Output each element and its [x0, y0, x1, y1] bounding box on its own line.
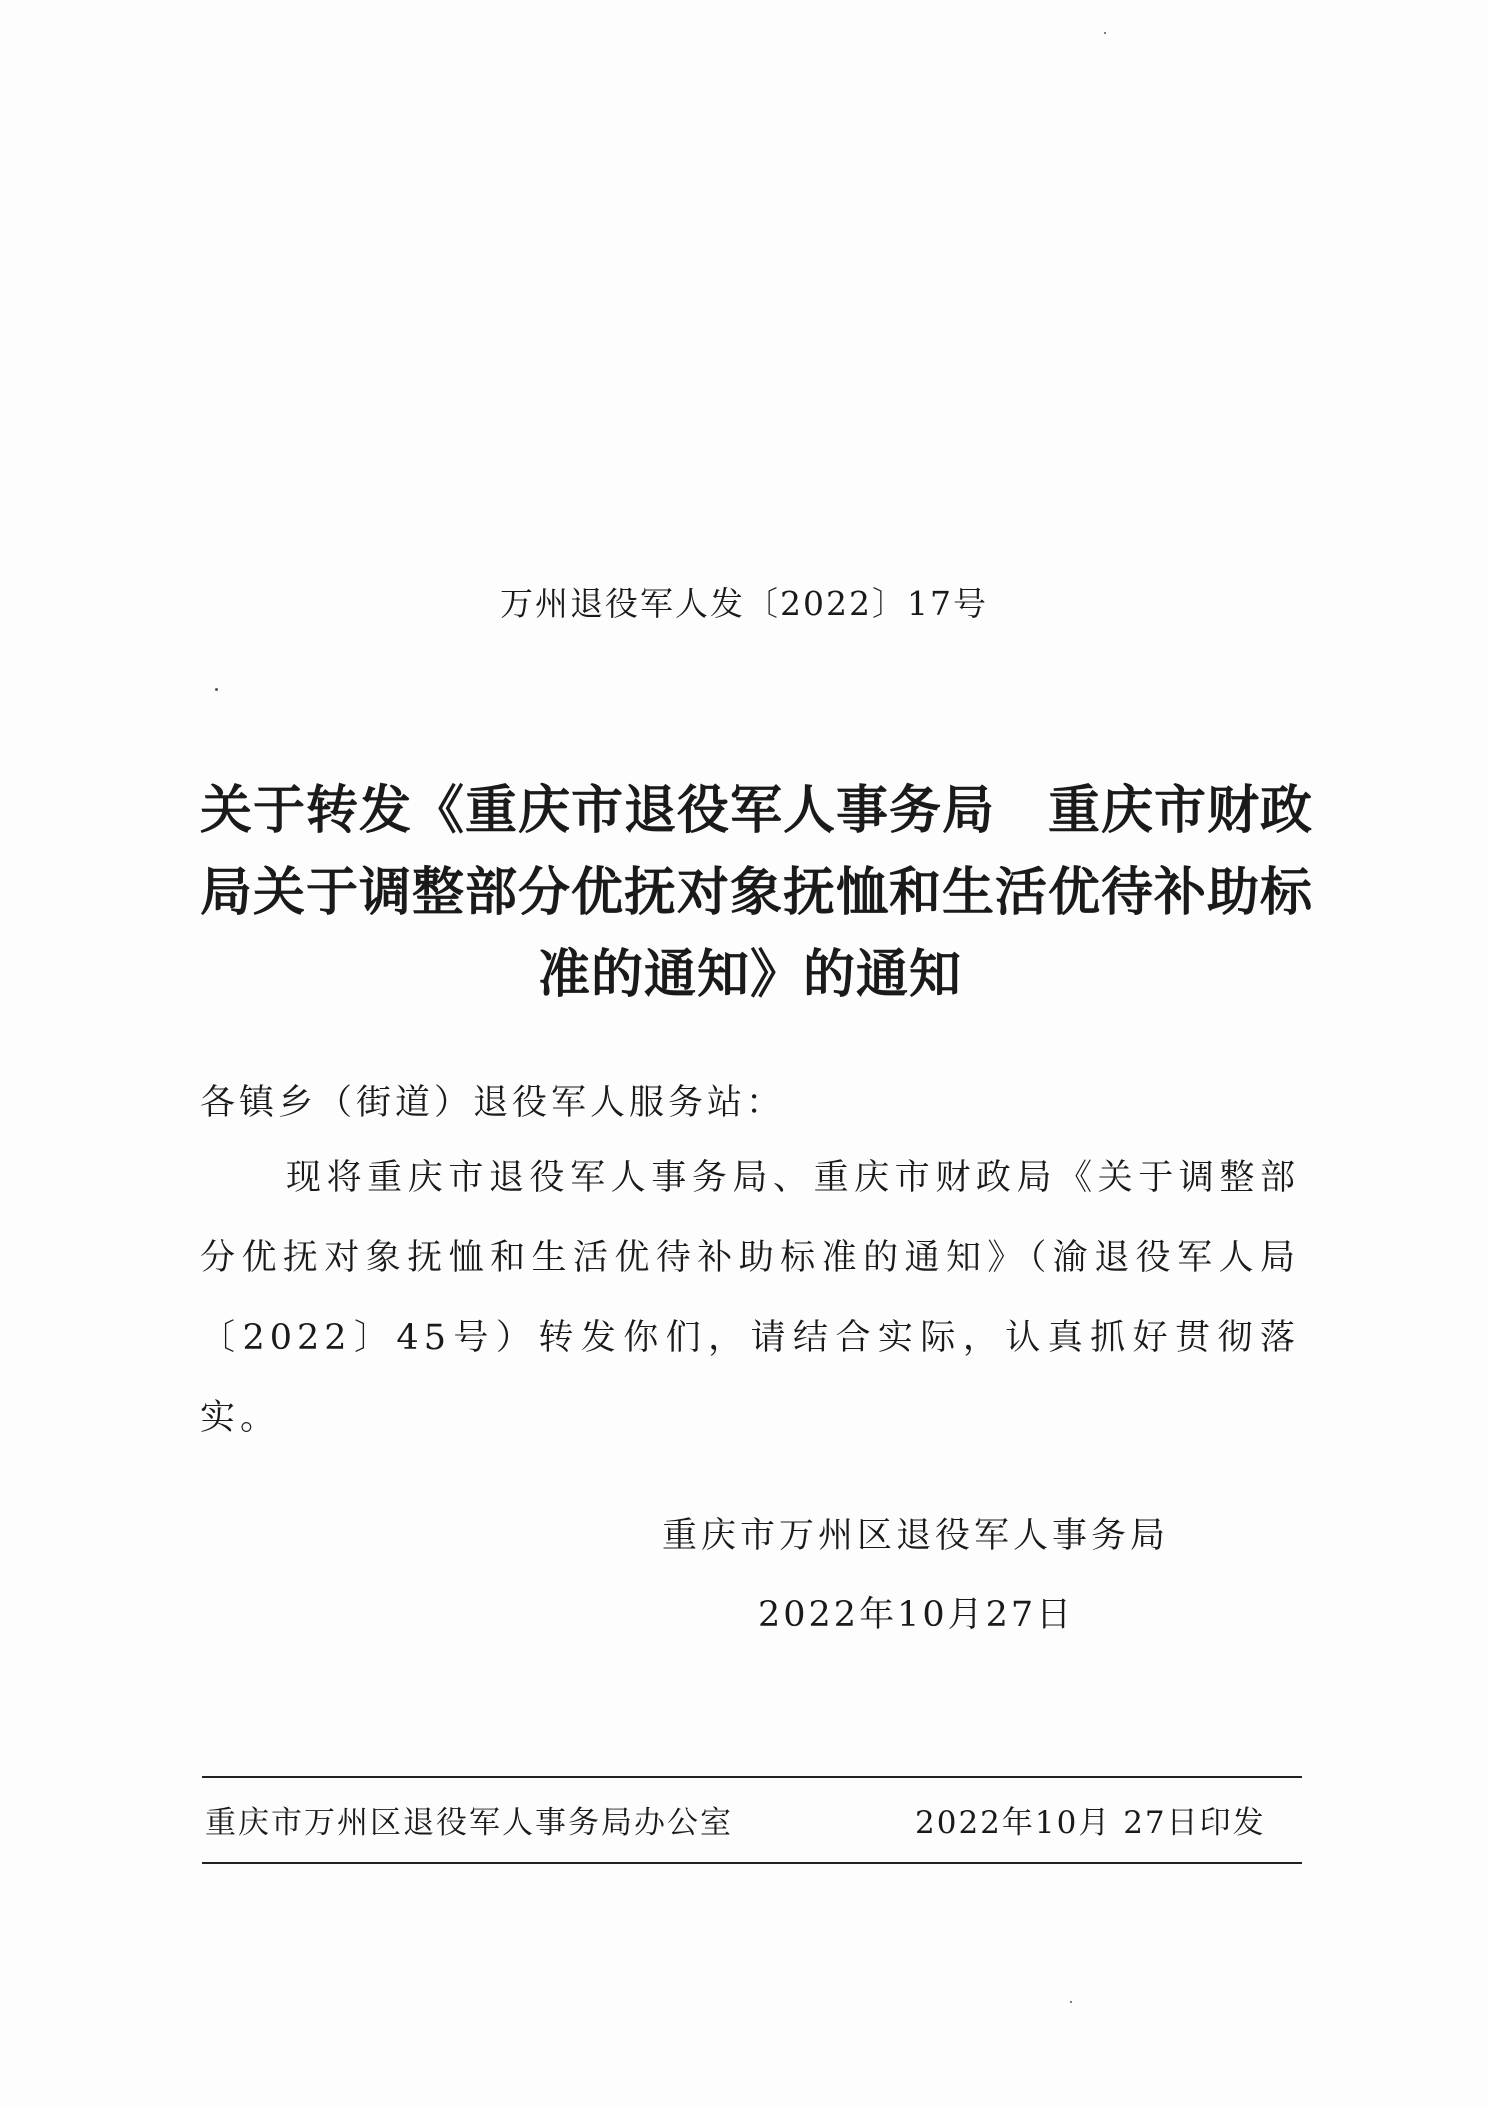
footer-print-date: 2022年10月 27日印发: [915, 1805, 1266, 1841]
signature-date: 2022年10月27日: [758, 1595, 1075, 1635]
title-line-3: 准的通知》的通知: [537, 945, 962, 1005]
body-paragraph: 现将重庆市退役军人事务局、重庆市财政局《关于调整部分优抚对象抚恤和生活优待补助标准的通知》（渝退役军人局〔2022〕45号）转发你们，请结合实际，认真抓好贯彻落实。: [200, 1158, 1300, 1438]
document-number: 万州退役军人发〔2022〕17号: [500, 584, 988, 623]
scan-speck: [1070, 2001, 1072, 2003]
scan-speck: [215, 688, 218, 691]
footer-divider-top: [202, 1776, 1302, 1778]
title-line-2: 局关于调整部分优抚对象抚恤和生活优待补助标: [200, 863, 1314, 923]
footer-divider-bottom: [202, 1862, 1302, 1864]
footer-issuer: 重庆市万州区退役军人事务局办公室: [205, 1805, 733, 1841]
salutation: 各镇乡（街道）退役军人服务站：: [200, 1083, 786, 1123]
scan-speck: [1104, 32, 1106, 34]
document-title: [200, 770, 1314, 1016]
title-line-1: 关于转发《重庆市退役军人事务局 重庆市财政: [200, 781, 1314, 841]
signature-organization: 重庆市万州区退役军人事务局: [662, 1516, 1170, 1556]
